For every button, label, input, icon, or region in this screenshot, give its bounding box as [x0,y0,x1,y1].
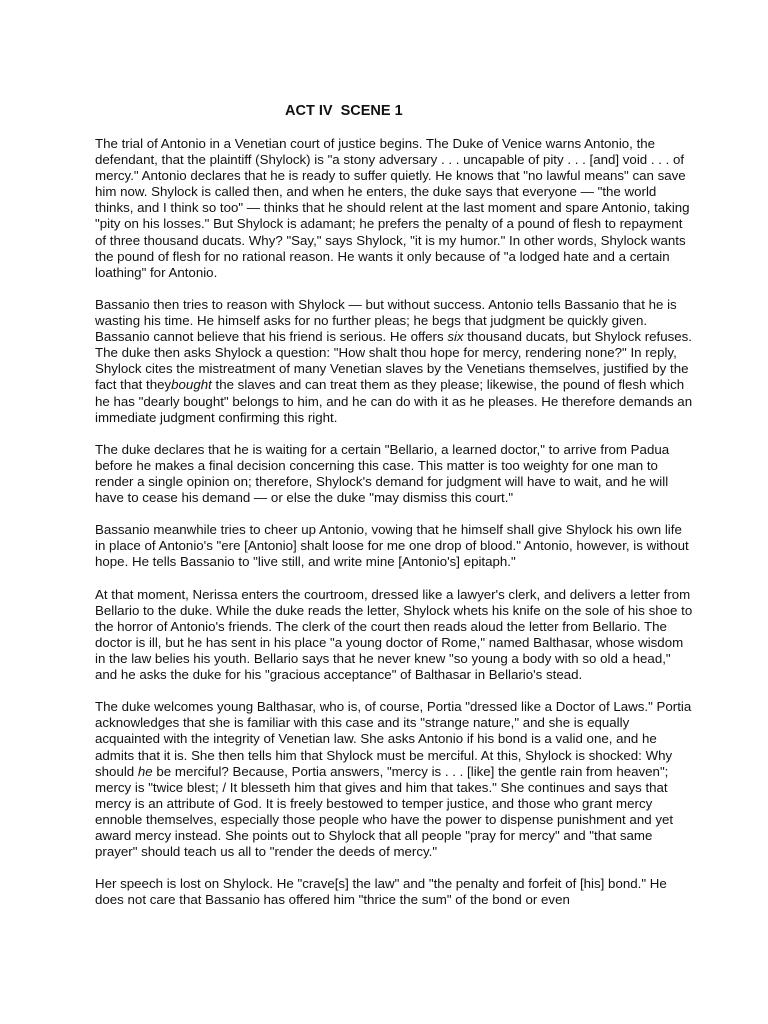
paragraph-1-text: The trial of Antonio in a Venetian court of justice begins. The Duke of Venice warns Antonio, the defendant, that the plaintiff (Shylock) is "a stony adversary . . . uncapable of pity . . . [and] void . . . of mercy." Antonio declares that he is ready to suffer quietly. He knows that "no lawful means" can save him now. Shylock is called then, and when he enters, the duke says that everyone — "the world thinks, and I think so too" — thinks that he should relent at the last moment and spare Antonio, taking "pity on his losses." But Shylock is adamant; he prefers the penalty of a pound of flesh to repayment of three thousand ducats. Why? "Say," says Shylock, "it is my humor." In other words, Shylock wants the pound of flesh for no rational reason. He wants it only because of "a lodged hate and a certain loathing" for Antonio. [95,136,690,280]
paragraph-1 [95,136,695,281]
paragraph-3-text: The duke declares that he is waiting for a certain "Bellario, a learned doctor," to arrive from Padua before he makes a final decision concerning this case. This matter is too weighty for one man to render a single opinion on; therefore, Shylock's demand for judgment will have to wait, and he will have to cease his demand — or else the duke "may dismiss this court." [95,441,670,506]
paragraph-5-text: At that moment, Nerissa enters the courtroom, dressed like a lawyer's clerk, and delivers a letter from Bellario to the duke. While the duke reads the letter, Shylock whets his knife on the sole of his shoe to the horror of Antonio's friends. The clerk of the court then reads aloud the letter from Bellario. The doctor is ill, but he has sent in his place "a young doctor of Rome," named Balthasar, whose wisdom in the law belies his youth. Bellario says that he never knew "so young a body with so old a head," and he asks the duke for his "gracious acceptance" of Balthasar in Bellario's stead. [95,586,693,683]
paragraph-2-emphasis-bought: bought [171,377,212,393]
paragraph-6-emphasis-he: he [137,763,153,779]
paragraph-2-text-c: the slaves and can treat them as they please; likewise, the pound of flesh which he has "dearly bought" belongs to him, and he can do with it as he pleases. He therefore demands an immediate judgment confirming this right. [95,377,693,425]
paragraph-2-text-a: Bassanio then tries to reason with Shylock — but without success. Antonio tells Bassanio that he is wasting his time. He himself asks for no further pleas; he begs that judgment be quickly given. Bassanio cannot believe that his friend is serious. He offers [95,296,677,345]
paragraph-4-text: Bassanio meanwhile tries to cheer up Antonio, vowing that he himself shall give Shylock his own life in place of Antonio's "ere [Antonio] shalt loose for me one drop of blood." Antonio, however, is without hope. He tells Bassanio to "live still, and write mine [Antonio's] epitaph." [95,522,689,570]
paragraph-7-text: Her speech is lost on Shylock. He "crave[s] the law" and "the penalty and forfeit of [his] bond." He does not care that Bassanio has offered him "thrice the sum" of the bond or even [95,876,667,908]
paragraph-6-text-b: be merciful? Because, Portia answers, "mercy is . . . [like] the gentle rain from heaven"; mercy is "twice blest; / It blesseth him that gives and him that takes." She continues and says that mercy is an attribute of God. It is freely bestowed to temper justice, and those who grant mercy ennoble themselves, especially those people who have the power to dispense punishment and yet award mercy instead. She points out to Shylock that all people "pray for mercy" and "that same prayer" should teach us all to "render the deeds of mercy." [95,763,674,860]
body-text [95,136,695,925]
paragraph-6 [95,699,695,860]
paragraph-2-emphasis-six: six [447,329,464,345]
paragraph-2 [95,297,695,426]
paragraph-4 [95,522,695,570]
paragraph-5 [95,587,695,684]
paragraph-7 [95,876,695,908]
paragraph-6-text-a: The duke welcomes young Balthasar, who is, of course, Portia "dressed like a Doctor of Laws." Portia acknowledges that she is familiar with this case and its "strange nature," and she is equally acquainted with the integrity of Venetian law. She asks Antonio if his bond is a valid one, and he admits that it is. She then tells him that Shylock must be merciful. At this, Shylock is shocked: Why should [95,699,692,779]
paragraph-2-text-b: thousand ducats, but Shylock refuses. The duke then asks Shylock a question: "How shalt thou hope for mercy, rendering none?" In reply, Shylock cites the mistreatment of many Venetian slaves by the Venetians themselves, justified by the fact that they [95,329,692,393]
page-title: ACT IV SCENE 1 [285,103,403,119]
paragraph-3 [95,442,695,506]
